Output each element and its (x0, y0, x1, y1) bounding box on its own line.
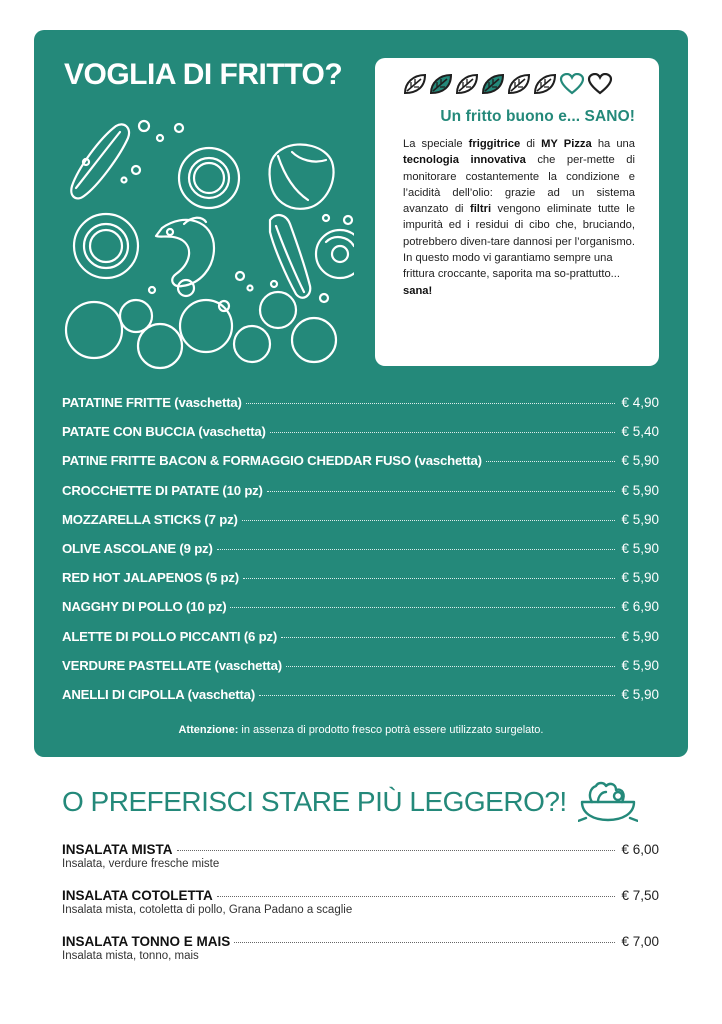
leaf-icon (403, 73, 427, 95)
fried-food-panel (34, 30, 688, 757)
dot-leader (243, 578, 616, 579)
card-bold-text: MY Pizza (541, 138, 592, 150)
menu-item-price: € 5,90 (621, 540, 659, 556)
card-bold-text: sana! (403, 284, 433, 297)
menu-item (62, 570, 659, 599)
menu-item-price: € 5,90 (621, 686, 659, 702)
salad-price: € 7,00 (621, 934, 659, 949)
dot-leader (270, 432, 616, 433)
menu-item-name: NAGGHY DI POLLO (10 pz) (62, 599, 227, 615)
menu-item-name: OLIVE ASCOLANE (9 pz) (62, 540, 213, 556)
salad-item (62, 842, 659, 888)
menu-item (62, 512, 659, 541)
menu-item-name: MOZZARELLA STICKS (7 pz) (62, 511, 238, 527)
menu-item (62, 599, 659, 628)
card-text: La speciale (403, 138, 469, 150)
fried-food-illustration-icon (64, 108, 354, 370)
heart-icon (559, 73, 585, 95)
healthy-fryer-card (375, 58, 659, 366)
salad-item (62, 934, 659, 980)
menu-item-price: € 5,90 (621, 482, 659, 498)
menu-item (62, 395, 659, 424)
menu-item-price: € 5,90 (621, 511, 659, 527)
leaf-icon (429, 73, 453, 95)
salad-item (62, 888, 659, 934)
notice-text: in assenza di prodotto fresco potrà essere utilizzato surgelato. (238, 724, 544, 736)
dot-leader (286, 666, 616, 667)
salad-description: Insalata mista, cotoletta di pollo, Grana Padano a scaglie (62, 904, 353, 916)
card-bold-text: friggitrice (468, 138, 521, 150)
menu-item-name: PATATINE FRITTE (vaschetta) (62, 395, 242, 410)
dot-leader (246, 403, 616, 404)
menu-item-name: ALETTE DI POLLO PICCANTI (6 pz) (62, 628, 278, 644)
menu-item (62, 687, 659, 716)
salad-description: Insalata mista, tonno, mais (62, 950, 199, 962)
salad-section-title: O PREFERISCI STARE PIÙ LEGGERO?! (62, 786, 567, 817)
leaf-icon (455, 73, 479, 95)
dot-leader (230, 607, 615, 608)
menu-item-price: € 4,90 (621, 395, 659, 410)
menu-item-name: CROCCHETTE DI PATATE (10 pz) (62, 482, 263, 498)
menu-item (62, 658, 659, 687)
menu-item-price: € 5,90 (621, 570, 659, 586)
menu-item-name: PATINE FRITTE BACON & FORMAGGIO CHEDDAR FUSO (vaschetta) (62, 453, 482, 469)
card-text: ha una (591, 138, 636, 150)
card-text: vengono eliminate tutte le impurità ed i residui di cibo che, bruciando, potrebbero diven-tare dannosi per l’organismo. (403, 203, 635, 248)
menu-item-name: ANELLI DI CIPOLLA (vaschetta) (62, 686, 256, 702)
health-rating (403, 72, 635, 96)
menu-item-name: PATATE CON BUCCIA (vaschetta) (62, 424, 266, 440)
dot-leader (242, 520, 616, 521)
card-text: di (520, 138, 542, 150)
dot-leader (259, 695, 615, 696)
leaf-icon (533, 73, 557, 95)
menu-item-price: € 5,90 (621, 628, 659, 644)
card-heading: Un fritto buono e... SANO! (440, 108, 635, 125)
menu-item (62, 541, 659, 570)
menu-item (62, 424, 659, 453)
leaf-icon (507, 73, 531, 95)
menu-item (62, 629, 659, 658)
dot-leader (177, 850, 616, 851)
salad-description: Insalata, verdure fresche miste (62, 858, 220, 870)
menu-item-price: € 5,90 (621, 657, 659, 673)
salad-menu-list (62, 842, 659, 980)
fried-menu-list (62, 395, 659, 716)
notice-label: Attenzione: (178, 724, 239, 736)
card-bold-text: filtri (469, 203, 492, 216)
menu-item (62, 483, 659, 512)
salad-name: INSALATA MISTA (62, 842, 173, 857)
menu-item-name: VERDURE PASTELLATE (vaschetta) (62, 657, 282, 673)
dot-leader (267, 491, 616, 492)
menu-item-price: € 5,90 (621, 453, 659, 469)
dot-leader (217, 549, 616, 550)
menu-item-price: € 5,40 (621, 424, 659, 440)
menu-item-price: € 6,90 (621, 599, 659, 615)
frozen-product-notice (34, 724, 688, 736)
fried-section-title: VOGLIA DI FRITTO? (64, 58, 343, 91)
menu-item-name: RED HOT JALAPENOS (5 pz) (62, 570, 239, 586)
card-description (403, 136, 635, 299)
heart-icon (587, 73, 613, 95)
menu-item (62, 453, 659, 482)
salad-price: € 6,00 (621, 842, 659, 857)
dot-leader (234, 942, 615, 943)
card-bold-text: tecnologia innovativa (403, 154, 526, 167)
card-text: In questo modo vi garantiamo sempre una frittura croccante, saporita ma so-prattutto... (403, 252, 621, 281)
salad-name: INSALATA COTOLETTA (62, 888, 213, 903)
card-paragraph-2 (403, 250, 635, 299)
salad-price: € 7,50 (621, 888, 659, 903)
dot-leader (486, 461, 616, 462)
card-text: che per-mette di monitorare costantemente la condizione e l’acidità dell’olio: grazie ad un sistema avanzato di (403, 154, 635, 216)
dot-leader (217, 896, 616, 897)
dot-leader (281, 637, 615, 638)
salad-bowl-icon (578, 778, 638, 822)
salad-name: INSALATA TONNO E MAIS (62, 934, 231, 949)
leaf-icon (481, 73, 505, 95)
